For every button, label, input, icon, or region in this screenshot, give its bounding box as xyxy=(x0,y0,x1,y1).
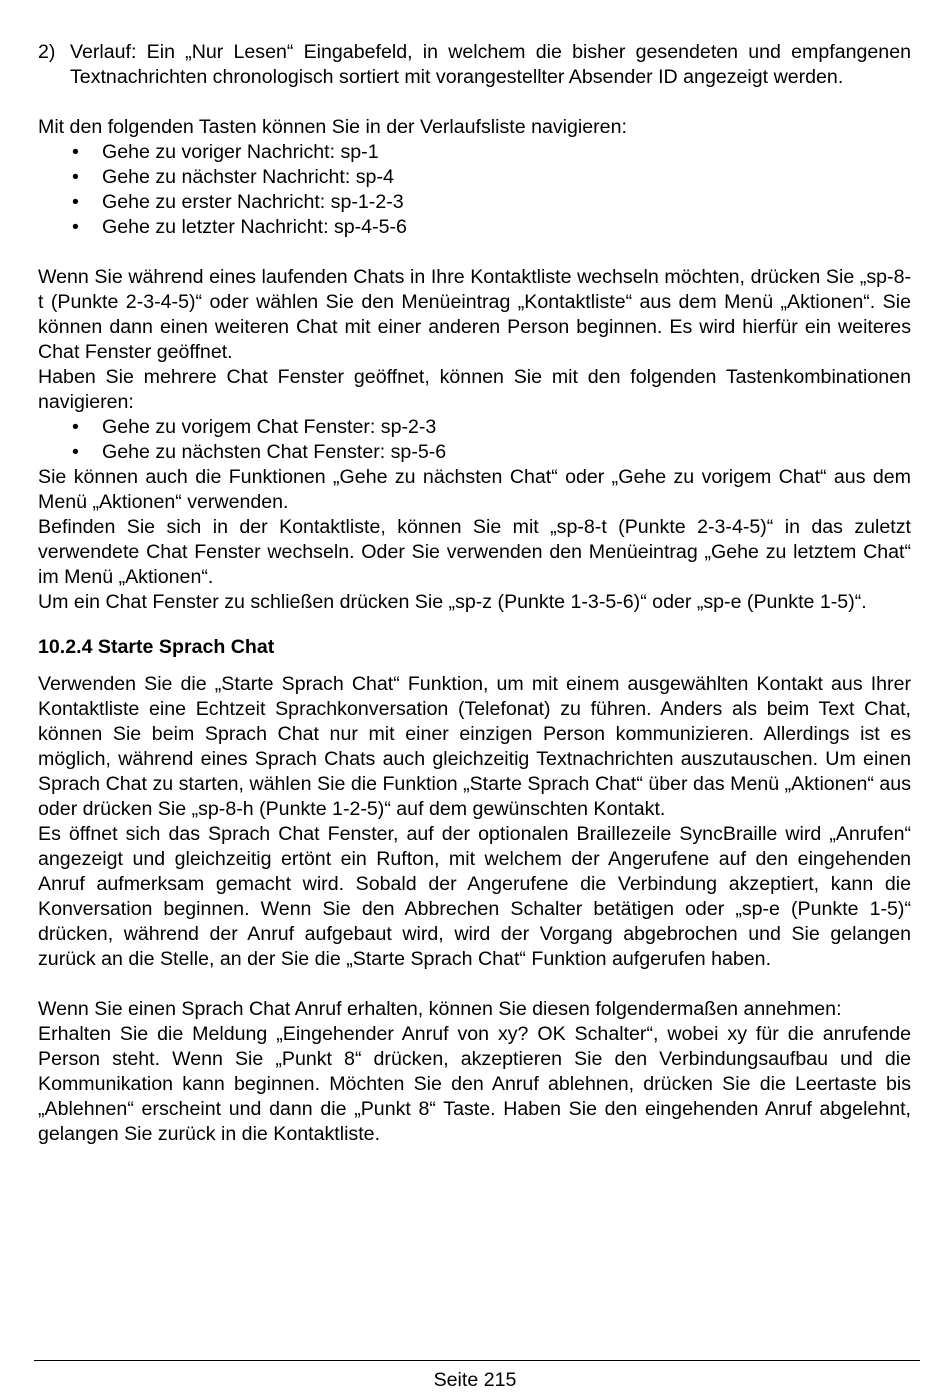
list-item: • Gehe zu nächsten Chat Fenster: sp-5-6 xyxy=(72,441,447,463)
list-item: • Gehe zu nächster Nachricht: sp-4 xyxy=(72,166,394,188)
list-item: • Gehe zu letzter Nachricht: sp-4-5-6 xyxy=(72,216,407,238)
section-heading: 10.2.4 Starte Sprach Chat xyxy=(38,636,275,658)
paragraph-multiple-windows: Haben Sie mehrere Chat Fenster geöffnet, können Sie mit den folgenden Tastenkombinationen navigieren: xyxy=(38,366,911,413)
history-navigation-list xyxy=(38,140,911,240)
chat-window-navigation-list xyxy=(38,415,911,465)
paragraph-voice-chat-window: Es öffnet sich das Sprach Chat Fenster, auf der optionalen Braillezeile SyncBraille wird „Anrufen“ angezeigt und gleichzeitig ertönt ein Rufton, mit welchem der Angerufene auf den eingehenden Anruf aufmerksam gemacht wird. Sobald der Angerufene die Verbindung akzeptiert, kann die Konversation beginnen. Wenn Sie den Abbrechen Schalter betätigen oder „sp-e (Punkte 1-5)“ drücken, während der Anruf aufgebaut wird, wird der Vorgang abgebrochen und Sie gelangen zurück an die Stelle, an der Sie die „Starte Sprach Chat“ Funktion aufgerufen haben. xyxy=(38,823,911,970)
bullet-icon: • xyxy=(72,216,79,238)
item-text: Verlauf: Ein „Nur Lesen“ Eingabefeld, in welchem die bisher gesendeten und empfangenen Textnachrichten chronologisch sortiert mit vorangestellter Absender ID angezeigt werden. xyxy=(70,41,911,88)
bullet-icon: • xyxy=(72,441,79,463)
paragraph-close-chat: Um ein Chat Fenster zu schließen drücken Sie „sp-z (Punkte 1-3-5-6)“ oder „sp-e (Punkte 1-5)“. xyxy=(38,591,867,613)
paragraph-functions: Sie können auch die Funktionen „Gehe zu nächsten Chat“ oder „Gehe zu vorigem Chat“ aus dem Menü „Aktionen“ verwenden. xyxy=(38,466,911,513)
paragraph-incoming-call: Wenn Sie einen Sprach Chat Anruf erhalten, können Sie diesen folgendermaßen annehmen: xyxy=(38,998,842,1020)
numbered-item-2 xyxy=(38,40,911,90)
item-number: 2) xyxy=(38,41,56,63)
bullet-icon: • xyxy=(72,416,79,438)
paragraph-accept-call: Erhalten Sie die Meldung „Eingehender Anruf von xy? OK Schalter“, wobei xy für die anrufende Person steht. Wenn Sie „Punkt 8“ drücken, akzeptieren Sie den Verbindungsaufbau und die Kommunikation kann beginnen. Möchten Sie den Anruf ablehnen, drücken Sie die Leertaste bis „Ablehnen“ erscheint und dann die „Punkt 8“ Taste. Haben Sie den eingehenden Anruf abgelehnt, gelangen Sie zurück in die Kontaktliste. xyxy=(38,1023,911,1145)
list-item: • Gehe zu erster Nachricht: sp-1-2-3 xyxy=(72,191,404,213)
list-item: • Gehe zu voriger Nachricht: sp-1 xyxy=(72,141,379,163)
document-page xyxy=(38,40,911,1147)
bullet-icon: • xyxy=(72,191,79,213)
bullet-icon: • xyxy=(72,141,79,163)
footer-divider xyxy=(34,1360,920,1361)
navigation-intro: Mit den folgenden Tasten können Sie in der Verlaufsliste navigieren: xyxy=(38,116,627,138)
paragraph-voice-chat-intro: Verwenden Sie die „Starte Sprach Chat“ Funktion, um mit einem ausgewählten Kontakt aus Ihrer Kontaktliste eine Echtzeit Sprachkonversation (Telefonat) zu führen. Anders als beim Text Chat, können Sie beim Sprach Chat nur mit einer einzigen Person kommunizieren. Allerdings ist es möglich, während eines Sprach Chats auch gleichzeitig Textnachrichten auszutauschen. Um einen Sprach Chat zu starten, wählen Sie die Funktion „Starte Sprach Chat“ über das Menü „Aktionen“ aus oder drücken Sie „sp-8-h (Punkte 1-2-5)“ auf dem gewünschten Kontakt. xyxy=(38,673,911,820)
list-item: • Gehe zu vorigem Chat Fenster: sp-2-3 xyxy=(72,416,437,438)
page-number: Seite 215 xyxy=(433,1369,517,1391)
bullet-icon: • xyxy=(72,166,79,188)
paragraph-last-chat: Befinden Sie sich in der Kontaktliste, können Sie mit „sp-8-t (Punkte 2-3-4-5)“ in das zuletzt verwendete Chat Fenster wechseln. Oder Sie verwenden den Menüeintrag „Gehe zu letztem Chat“ im Menü „Aktionen“. xyxy=(38,516,911,588)
paragraph-contact-list: Wenn Sie während eines laufenden Chats in Ihre Kontaktliste wechseln möchten, drücken Sie „sp-8-t (Punkte 2-3-4-5)“ oder wählen Sie den Menüeintrag „Kontaktliste“ aus dem Menü „Aktionen“. Sie können dann einen weiteren Chat mit einer anderen Person beginnen. Es wird hierfür ein weiteres Chat Fenster geöffnet. xyxy=(38,266,911,363)
